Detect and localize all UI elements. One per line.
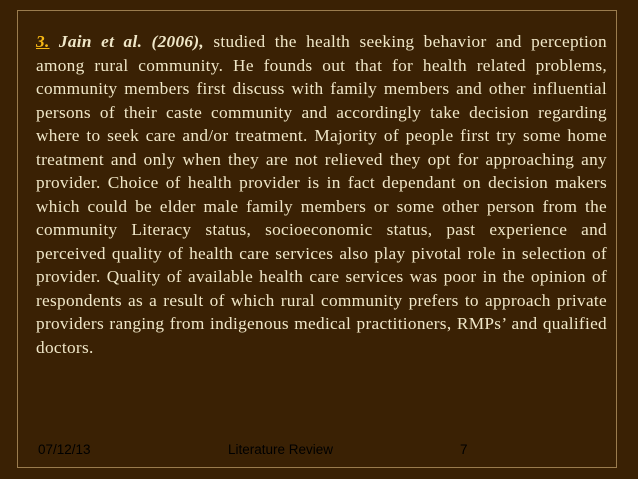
page-number: 7 [460,442,468,457]
citation: Jain et al. (2006), [58,32,205,51]
footer-title: Literature Review [228,442,334,457]
body-text: studied the health seeking behavior and perception among rural community. He founds out that for health related problems, community members first discuss with family members and other influential persons of their caste community and accordingly take decision regarding where to seek care and/or treatment. Majority of people first try some home treatment and only when they are not relieved they opt for approaching any provider. Choice of health provider is in fact dependant on decision makers which could be elder male family members or some other person from the community Literacy status, socioeconomic status, past experience and perceived quality of health care services also play pivotal role in selection of provider. Quality of available health care services was poor in the opinion of respondents as a result of which rural community prefers to approach private providers ranging from indigenous medical practitioners, RMPs’ and qualified doctors. [36,32,608,357]
footer-date: 07/12/13 [38,442,91,457]
slide-body [36,30,607,359]
item-number: 3. [36,32,50,51]
